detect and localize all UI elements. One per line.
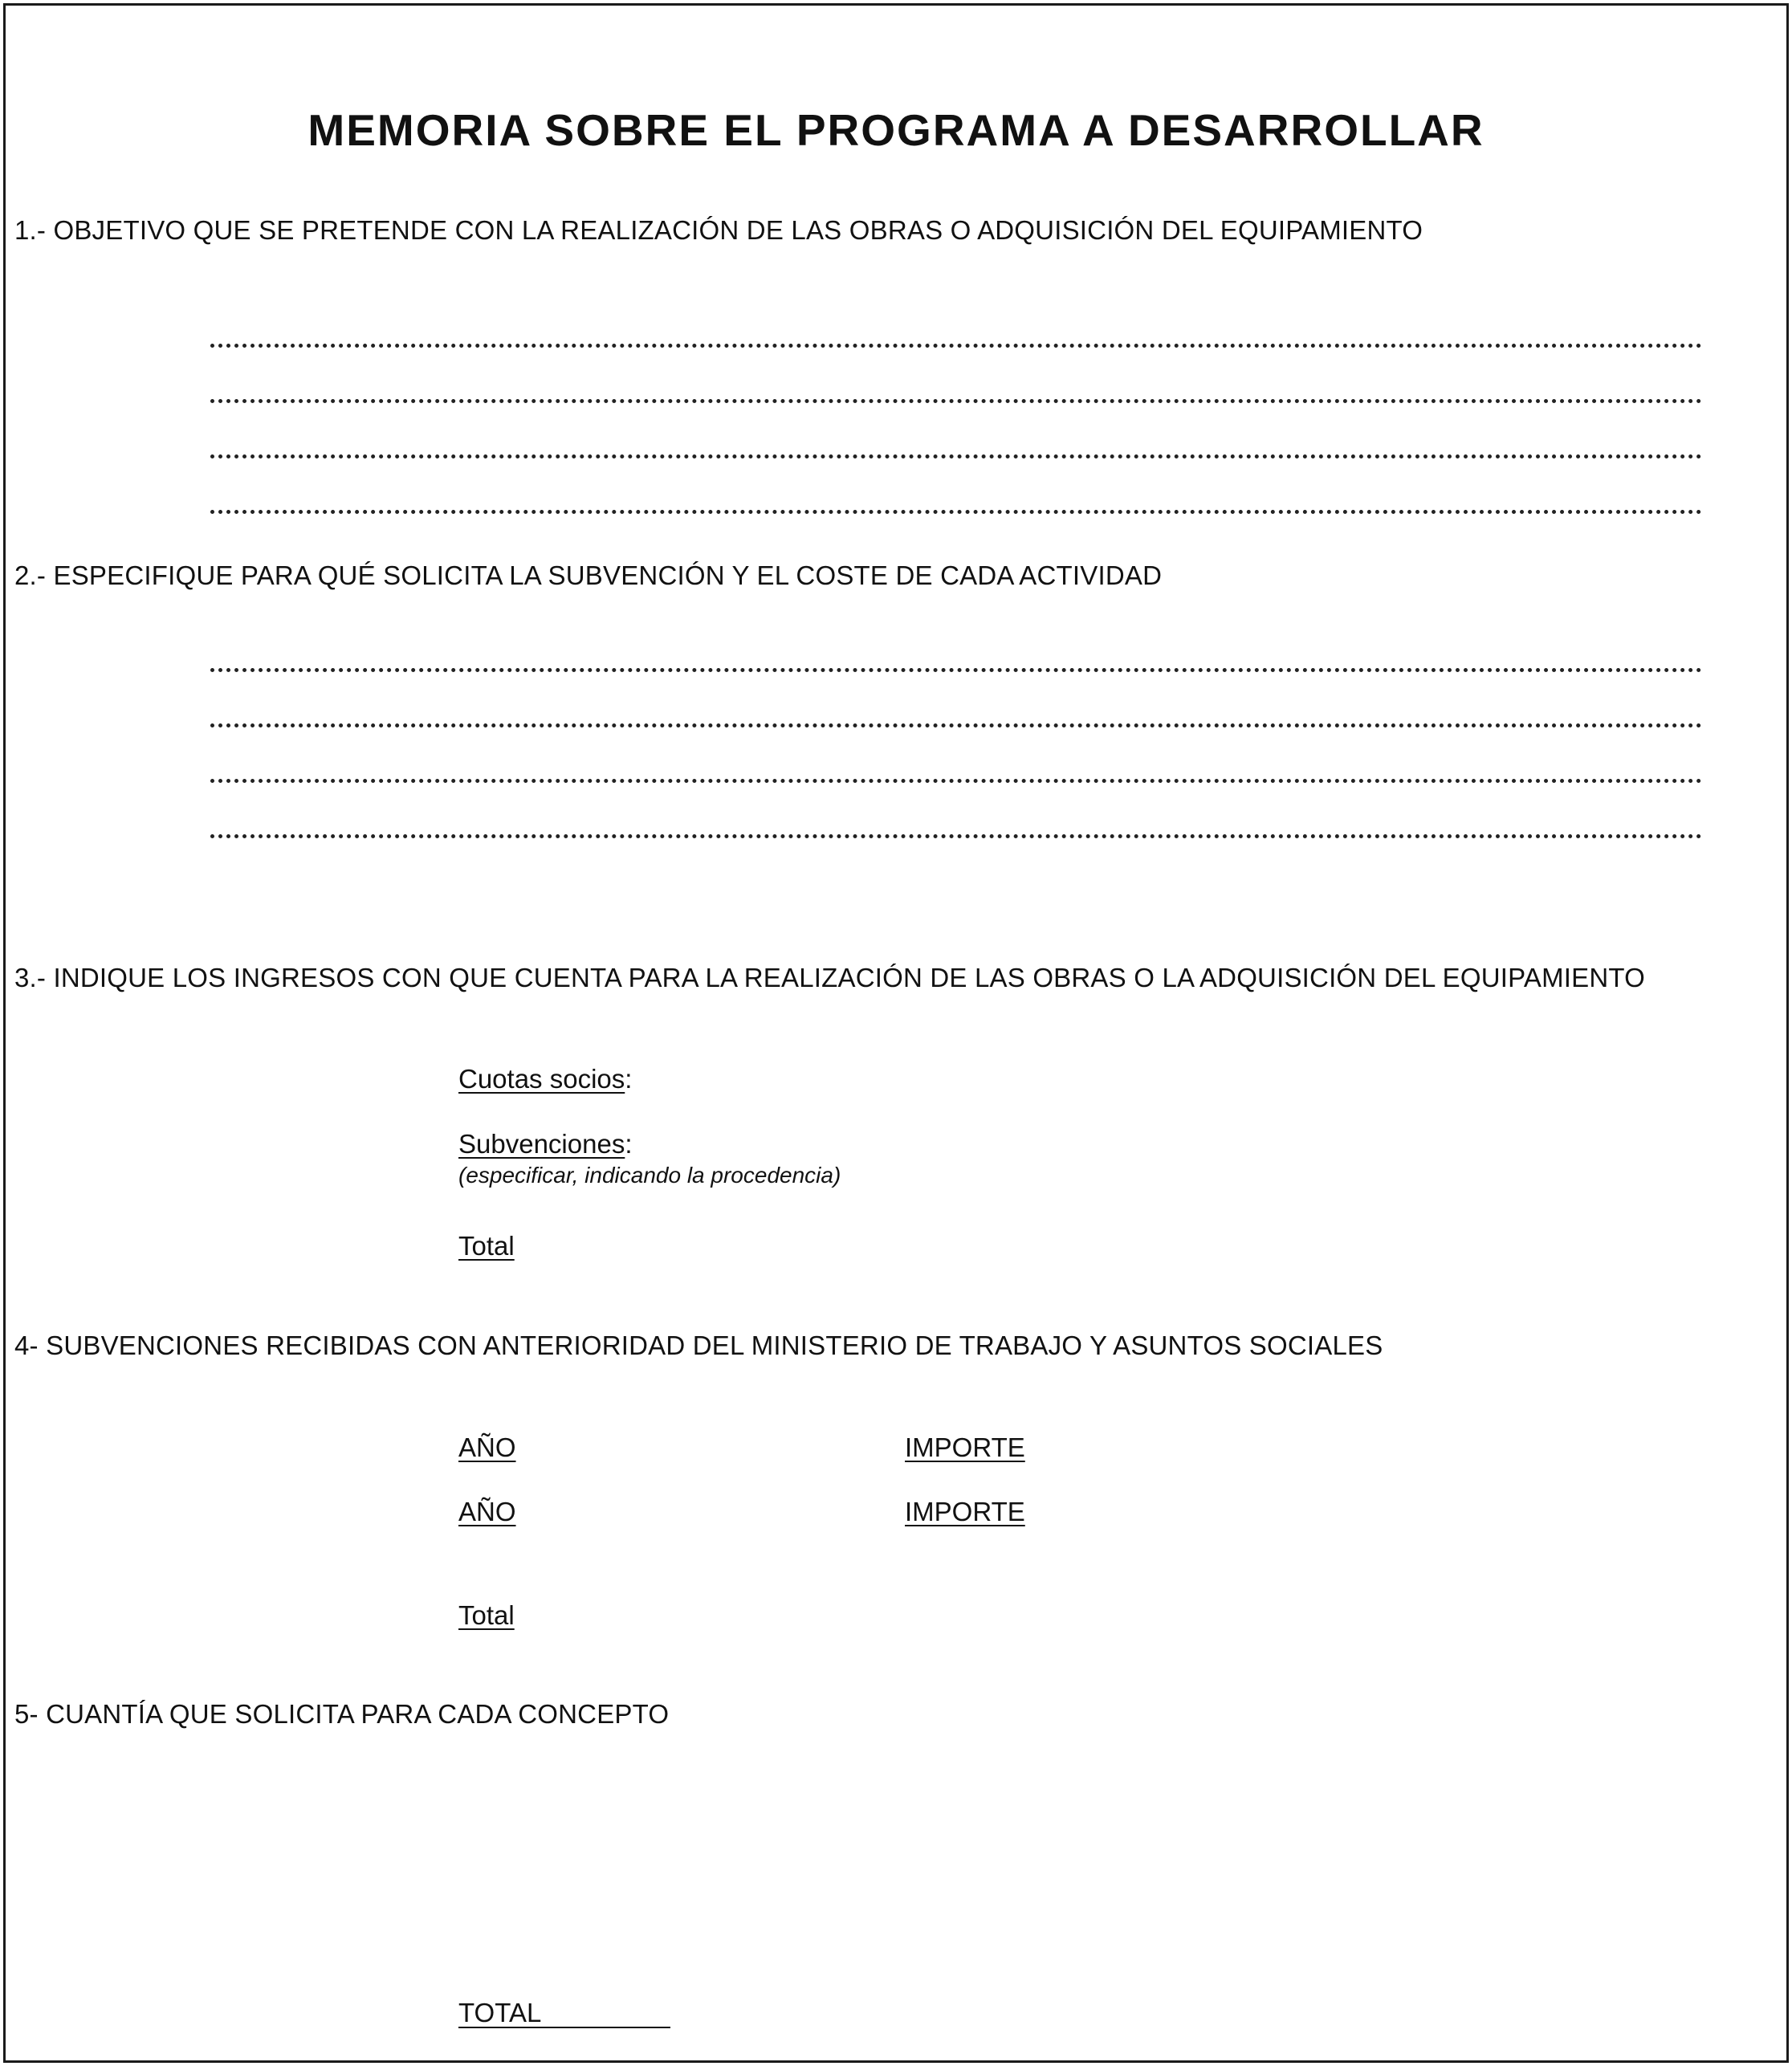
section-3-heading: 3.- INDIQUE LOS INGRESOS CON QUE CUENTA PARA LA REALIZACIÓN DE LAS OBRAS O LA ADQUISICIÓN DEL EQUIPAMIENTO (14, 963, 1646, 992)
subvenciones-note: (especificar, indicando la procedencia) (458, 1163, 841, 1188)
cuotas-socios-label: Cuotas socios (458, 1064, 625, 1094)
amount-label: IMPORTE (905, 1497, 1025, 1526)
year-label: AÑO (458, 1432, 516, 1462)
section-2-answer-line[interactable] (210, 834, 1702, 838)
section-2-answer-line[interactable] (210, 668, 1702, 672)
amount-label: IMPORTE (905, 1432, 1025, 1462)
subvenciones-colon: : (625, 1129, 633, 1159)
form-border (3, 3, 1789, 2063)
section-2-heading: 2.- ESPECIFIQUE PARA QUÉ SOLICITA LA SUBVENCIÓN Y EL COSTE DE CADA ACTIVIDAD (14, 560, 1163, 590)
section-5-total-label: TOTAL (458, 1998, 542, 2027)
cuotas-socios-colon: : (625, 1064, 633, 1094)
subvenciones-field (458, 1129, 633, 1159)
section-1-answer-line[interactable] (210, 510, 1702, 514)
section-1-answer-line[interactable] (210, 454, 1702, 458)
section-1-answer-line[interactable] (210, 344, 1702, 348)
section-1-answer-line[interactable] (210, 399, 1702, 403)
cuotas-socios-field (458, 1064, 632, 1094)
form-title: MEMORIA SOBRE EL PROGRAMA A DESARROLLAR (307, 105, 1485, 155)
section-4-heading: 4- SUBVENCIONES RECIBIDAS CON ANTERIORIDAD DEL MINISTERIO DE TRABAJO Y ASUNTOS SOCIALES (14, 1330, 1383, 1360)
section-3-total-label: Total (458, 1231, 515, 1261)
section-2-answer-line[interactable] (210, 723, 1702, 727)
section-1-heading: 1.- OBJETIVO QUE SE PRETENDE CON LA REALIZACIÓN DE LAS OBRAS O ADQUISICIÓN DEL EQUIPAMIENTO (14, 215, 1423, 245)
section-2-answer-line[interactable] (210, 779, 1702, 783)
subvenciones-label: Subvenciones (458, 1129, 625, 1159)
section-5-heading: 5- CUANTÍA QUE SOLICITA PARA CADA CONCEPTO (14, 1699, 670, 1729)
year-label: AÑO (458, 1497, 516, 1526)
section-4-total-label: Total (458, 1600, 515, 1630)
section-5-total-underline[interactable] (458, 2027, 670, 2028)
